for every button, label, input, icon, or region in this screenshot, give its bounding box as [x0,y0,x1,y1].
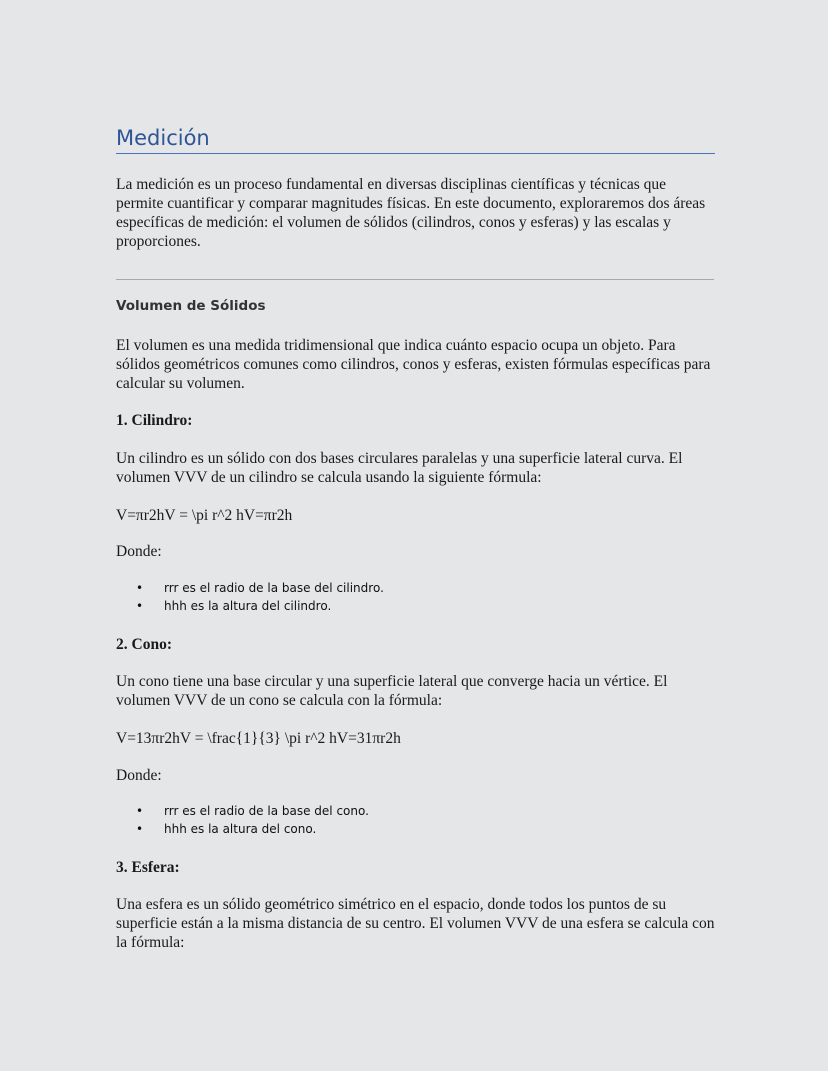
cone-formula: V=13πr2hV = \frac{1}{3} \pi r^2 hV=31πr2h [116,730,401,747]
list-item-text: rrr es el radio de la base del cono. [164,804,369,818]
list-item [136,802,369,820]
list-item [136,820,369,838]
list-item [136,579,384,597]
cone-where-label: Donde: [116,767,162,784]
section-intro-paragraph: El volumen es una medida tridimensional que indica cuánto espacio ocupa un objeto. Para sólidos geométricos comunes como cilindros, conos y esferas, existen fórmulas específicas para calcular su volumen. [116,337,711,392]
cylinder-description: Un cilindro es un sólido con dos bases circulares paralelas y una superficie lateral curva. El volumen VVV de un cilindro se calcula usando la siguiente fórmula: [116,450,683,486]
list-item-text: rrr es el radio de la base del cilindro. [164,581,384,595]
cone-description: Un cono tiene una base circular y una superficie lateral que converge hacia un vértice. El volumen VVV de un cono se calcula con la fórmula: [116,673,668,709]
list-item-text: hhh es la altura del cilindro. [164,599,332,613]
cone-heading: 2. Cono: [116,636,172,653]
intro-paragraph: La medición es un proceso fundamental en diversas disciplinas científicas y técnicas que permite cuantificar y comparar magnitudes físicas. En este documento, exploraremos dos áreas específicas de medición: el volumen de sólidos (cilindros, conos y esferas) y las escalas y proporciones. [116,176,706,250]
cylinder-formula: V=πr2hV = \pi r^2 hV=πr2h [116,507,293,524]
cylinder-bullet-list [136,579,384,615]
cylinder-heading: 1. Cilindro: [116,412,193,429]
bullet-icon: • [136,581,144,595]
bullet-icon: • [136,599,144,613]
cylinder-where-label: Donde: [116,543,162,560]
document-title: Medición [116,126,210,150]
sphere-heading: 3. Esfera: [116,859,180,876]
bullet-icon: • [136,822,144,836]
section-title: Volumen de Sólidos [116,298,266,314]
sphere-description: Una esfera es un sólido geométrico simétrico en el espacio, donde todos los puntos de su superficie están a la misma distancia de su centro. El volumen VVV de una esfera se calcula con la fórmula: [116,896,715,951]
list-item-text: hhh es la altura del cono. [164,822,317,836]
cone-bullet-list [136,802,369,838]
bullet-icon: • [136,804,144,818]
title-underline [116,153,715,154]
list-item [136,597,384,615]
section-divider [116,279,714,280]
